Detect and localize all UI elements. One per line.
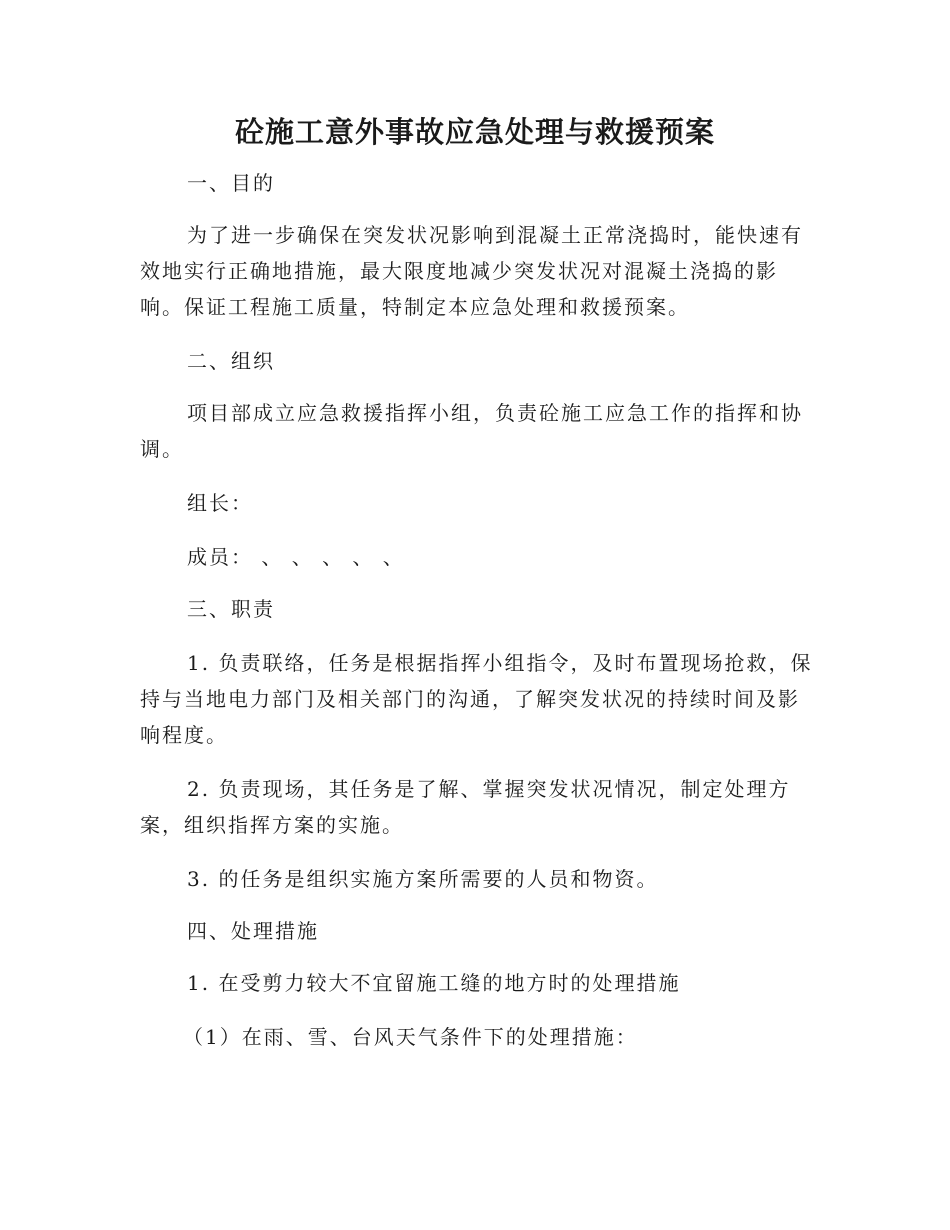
paragraph-line: 持与当地电力部门及相关部门的沟通，了解突发状况的持续时间及影 xyxy=(140,687,800,711)
document-title: 砼施工意外事故应急处理与救援预案 xyxy=(234,115,715,149)
members-line: 成员： 、 、 、 、 、 xyxy=(187,545,405,569)
paragraph-line: 1. 在受剪力较大不宜留施工缝的地方时的处理措施 xyxy=(187,971,681,995)
paragraph-line: 调。 xyxy=(140,437,184,461)
paragraph-line: 2. 负责现场，其任务是了解、掌握突发状况情况，制定处理方 xyxy=(187,777,791,801)
section-heading-organization: 二、组织 xyxy=(187,349,275,373)
paragraph-line: 项目部成立应急救援指挥小组，负责砼施工应急工作的指挥和协 xyxy=(187,401,803,425)
leader-line: 组长： xyxy=(187,491,253,515)
paragraph-line: 为了进一步确保在突发状况影响到混凝土正常浇捣时，能快速有 xyxy=(187,223,803,247)
section-heading-measures: 四、处理措施 xyxy=(187,919,319,943)
paragraph-line: 案，组织指挥方案的实施。 xyxy=(140,813,404,837)
paragraph-line: 效地实行正确地措施，最大限度地减少突发状况对混凝土浇捣的影 xyxy=(140,259,778,283)
paragraph-line: 响程度。 xyxy=(140,723,228,747)
section-heading-purpose: 一、目的 xyxy=(187,171,275,195)
paragraph-line: （1）在雨、雪、台风天气条件下的处理措施： xyxy=(183,1025,638,1049)
paragraph-line: 3. 的任务是组织实施方案所需要的人员和物资。 xyxy=(187,867,659,891)
paragraph-line: 1. 负责联络，任务是根据指挥小组指令，及时布置现场抢救，保 xyxy=(187,651,813,675)
paragraph-line: 响。保证工程施工质量，特制定本应急处理和救援预案。 xyxy=(140,295,690,319)
section-heading-duties: 三、职责 xyxy=(187,597,275,621)
